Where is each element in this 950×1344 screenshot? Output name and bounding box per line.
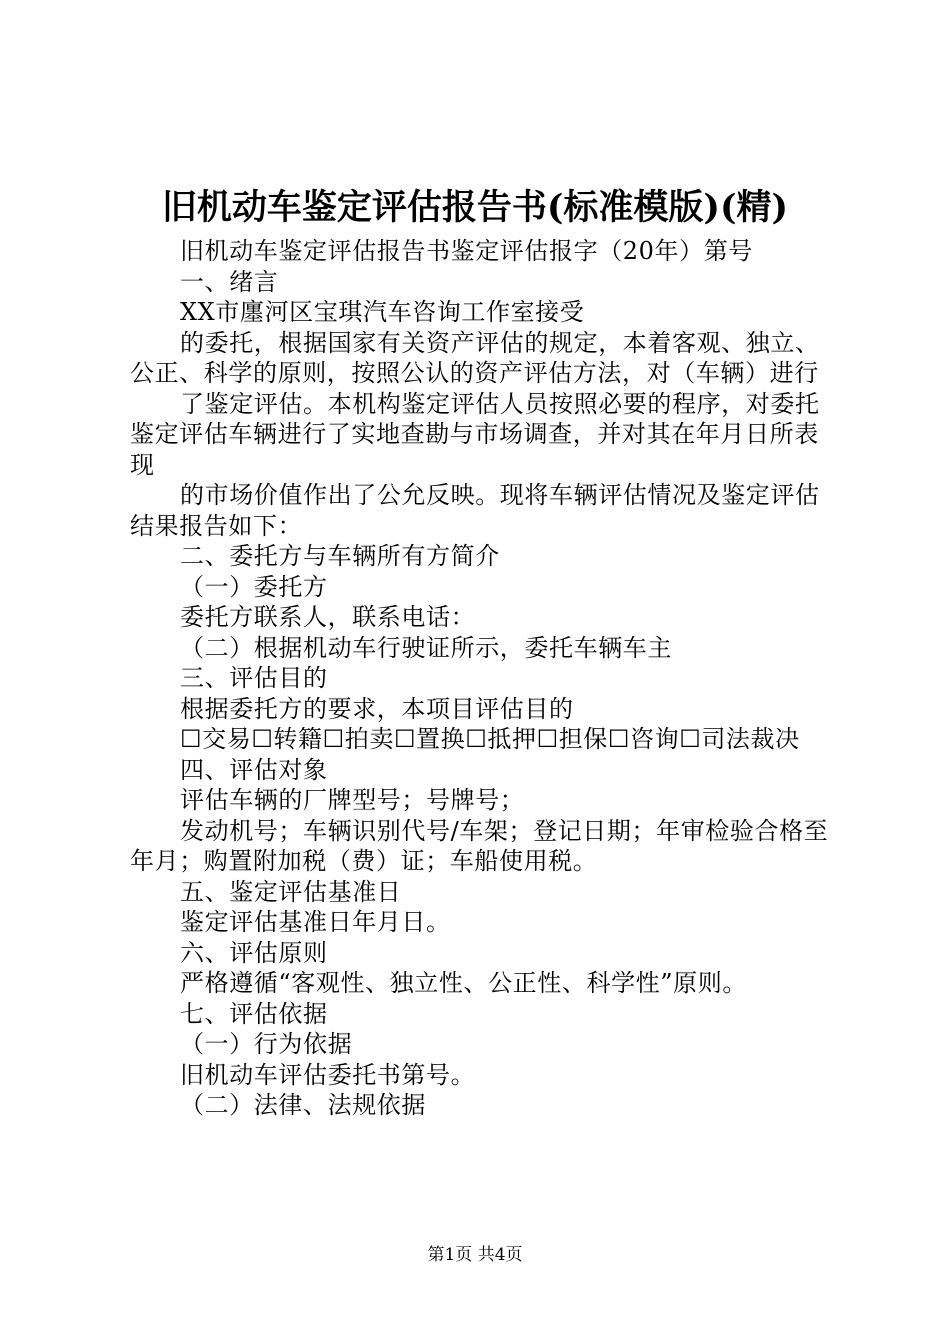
paragraph-commission-letter: 旧机动车评估委托书第号。 (180, 1060, 476, 1089)
heading-client-and-owner: 二、委托方与车辆所有方简介 (180, 542, 500, 570)
paragraph-entrusted-agency: XX市廛河区宝琪汽车咨询工作室接受 (180, 298, 585, 326)
document-title: 旧机动车鉴定评估报告书(标准模版)(精) (161, 187, 789, 228)
paragraph-market-value: 的市场价值作出了公允反映。现将车辆评估情况及鉴定评估结果报告如下： (130, 481, 820, 540)
subheading-behavior-basis: （一）行为依据 (180, 1030, 353, 1058)
heading-principles: 六、评估原则 (180, 938, 328, 967)
paragraph-purpose-intro: 根据委托方的要求，本项目评估目的 (180, 694, 574, 723)
paragraph-commission: 的委托，根据国家有关资产评估的规定，本着客观、独立、公正、科学的原则，按照公认的资产评估方法，对（车辆）进行 (130, 328, 820, 387)
page-number: 第1页 共4页 (427, 1245, 523, 1265)
paragraph-base-date: 鉴定评估基准日年月日。 (180, 908, 451, 936)
paragraph-client-contact: 委托方联系人，联系电话： (180, 603, 476, 631)
purpose-checkbox-list: ☐交易☐转籍☐拍卖☐置换☐抵押☐担保☐咨询☐司法裁决 (180, 725, 800, 753)
subheading-legal-basis: （二）法律、法规依据 (180, 1091, 426, 1119)
subheading-vehicle-owner: （二）根据机动车行驶证所示，委托车辆车主 (180, 633, 672, 662)
heading-base-date: 五、鉴定评估基准日 (180, 877, 402, 906)
heading-appraisal-object: 四、评估对象 (180, 755, 328, 784)
paragraph-principles: 严格遵循“客观性、独立性、公正性、科学性”原则。 (180, 969, 747, 997)
heading-appraisal-purpose: 三、评估目的 (180, 664, 328, 692)
paragraph-vehicle-details: 发动机号；车辆识别代号/车架；登记日期；年审检验合格至年月；购置附加税（费）证；车船使用税。 (130, 816, 829, 875)
subheading-client: （一）委托方 (180, 572, 328, 601)
paragraph-report-number: 旧机动车鉴定评估报告书鉴定评估报字（20年）第号 (180, 237, 753, 265)
heading-basis: 七、评估依据 (180, 999, 328, 1028)
paragraph-vehicle-model: 评估车辆的厂牌型号；号牌号； (180, 786, 525, 814)
document-body (130, 236, 835, 1121)
paragraph-appraisal-process: 了鉴定评估。本机构鉴定评估人员按照必要的程序，对委托鉴定评估车辆进行了实地查勘与市场调查，并对其在年月日所表现 (130, 389, 820, 479)
heading-introduction: 一、绪言 (180, 267, 279, 296)
